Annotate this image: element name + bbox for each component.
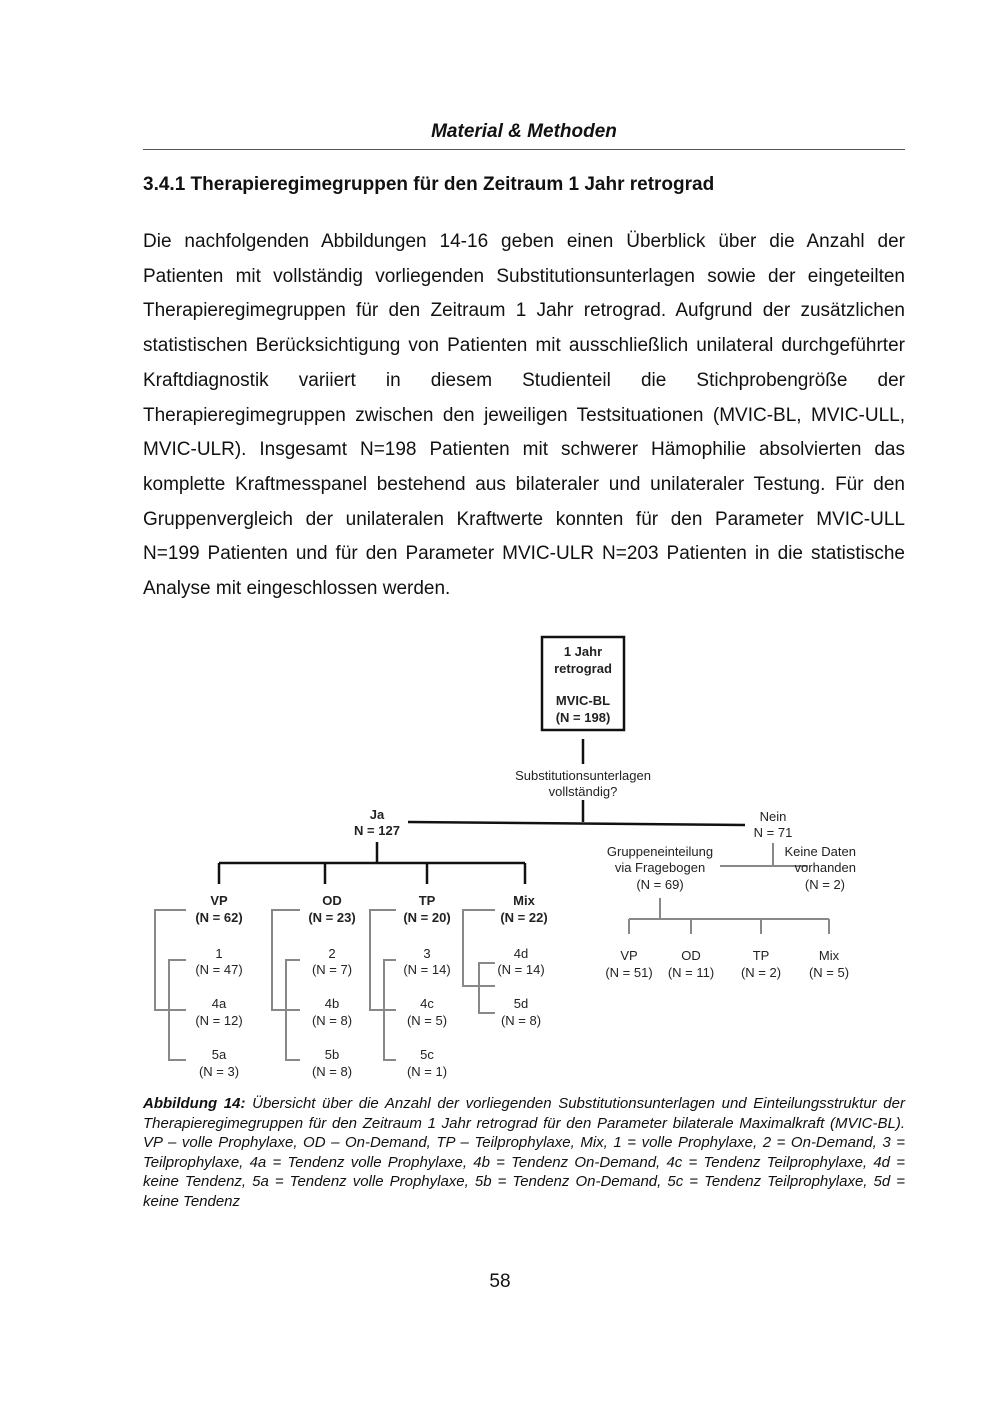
group-tp-name: TP <box>418 893 436 908</box>
sub-4b-name: 4b <box>324 996 340 1011</box>
sub-5c-count: (N = 1) <box>406 1064 448 1079</box>
sub-4b-count: (N = 8) <box>311 1013 353 1028</box>
grouping-line3: (N = 69) <box>636 877 684 892</box>
running-header-title: Material & Methoden <box>431 121 617 142</box>
group-od-name: OD <box>322 893 342 908</box>
q-mix-name: Mix <box>818 948 840 963</box>
grouping-line2: via Fragebogen <box>614 860 706 875</box>
nein-label: Nein <box>759 809 787 824</box>
q-tp-name: TP <box>752 948 770 963</box>
running-header <box>143 119 905 150</box>
sub-5b-name: 5b <box>324 1047 340 1062</box>
sub-5c-name: 5c <box>420 1047 434 1062</box>
section-title: 3.4.1 Therapieregimegruppen für den Zeitraum 1 Jahr retrograd <box>143 174 715 195</box>
sub-5a-name: 5a <box>211 1047 227 1062</box>
sub-3-count: (N = 14) <box>403 962 451 977</box>
sub-4c-count: (N = 5) <box>406 1013 448 1028</box>
sub-5d-count: (N = 8) <box>500 1013 542 1028</box>
figure-caption <box>143 1094 905 1211</box>
no-data-line3: (N = 2) <box>804 877 845 892</box>
root-line1: 1 Jahr <box>563 644 603 659</box>
no-data-line1: Keine Daten <box>784 844 856 859</box>
root-line4: (N = 198) <box>555 710 611 725</box>
sub-1-name: 1 <box>215 946 223 961</box>
question-line1: Substitutionsunterlagen <box>515 768 651 783</box>
group-od-count: (N = 23) <box>308 910 356 925</box>
sub-4a-count: (N = 12) <box>195 1013 243 1028</box>
sub-4c-name: 4c <box>420 996 434 1011</box>
group-vp-count: (N = 62) <box>195 910 243 925</box>
group-mix-name: Mix <box>513 893 535 908</box>
group-mix-count: (N = 22) <box>500 910 548 925</box>
question-line2: vollständig? <box>548 784 618 799</box>
sub-1-count: (N = 47) <box>195 962 243 977</box>
sub-4d-count: (N = 14) <box>497 962 545 977</box>
sub-3-name: 3 <box>423 946 431 961</box>
root-line2: retrograd <box>554 661 612 676</box>
sub-5a-count: (N = 3) <box>198 1064 240 1079</box>
sub-5d-name: 5d <box>513 996 529 1011</box>
q-vp-name: VP <box>620 948 638 963</box>
q-tp-count: (N = 2) <box>740 965 782 980</box>
sub-4d-name: 4d <box>513 946 529 961</box>
bracket-mix-inner <box>479 963 495 1013</box>
q-mix-count: (N = 5) <box>808 965 850 980</box>
body-paragraph: Die nachfolgenden Abbildungen 14-16 geben einen Überblick über die Anzahl der Patienten mit vollständig vorliegenden Substitutionsunterlagen sowie der eingeteilten Therapieregimegruppen für den Zeitraum 1 Jahr retrograd. Aufgrund der zusätzlichen statistischen Berücksichtigung von Patienten mit ausschließlich unilateral durchgeführter Kraftdiagnostik variiert in diesem Studienteil die Stichprobengröße der Therapieregimegruppen zwischen den jeweiligen Testsituationen (MVIC-BL, MVIC-ULL, MVIC-ULR). Insgesamt N=198 Patienten mit schwerer Hämophilie absolvierten das komplette Kraftmesspanel bestehend aus bilateraler und unilateraler Testung. Für den Gruppenvergleich der unilateralen Kraftwerte konnten für den Parameter MVIC-ULL N=199 Patienten und für den Parameter MVIC-ULR N=203 Patienten in die statistische Analyse mit eingeschlossen werden. <box>143 231 905 600</box>
grouping-line1: Gruppeneinteilung <box>606 844 714 859</box>
page-number: 58 <box>489 1271 511 1292</box>
yes-no-connector <box>408 822 745 825</box>
q-od-count: (N = 11) <box>667 965 715 980</box>
q-vp-count: (N = 51) <box>605 965 653 980</box>
ja-label: Ja <box>369 807 385 822</box>
therapy-regime-flowchart <box>140 628 860 1088</box>
q-od-name: OD <box>681 948 701 963</box>
sub-2-name: 2 <box>328 946 336 961</box>
ja-count: N = 127 <box>354 823 400 838</box>
group-vp-name: VP <box>210 893 228 908</box>
caption-label: Abbildung 14: <box>143 1095 246 1112</box>
sub-4a-name: 4a <box>211 996 227 1011</box>
no-data-line2: vorhanden <box>794 860 856 875</box>
nein-count: N = 71 <box>753 825 793 840</box>
sub-5b-count: (N = 8) <box>311 1064 353 1079</box>
root-line3: MVIC-BL <box>555 693 611 708</box>
sub-2-count: (N = 7) <box>311 962 353 977</box>
group-tp-count: (N = 20) <box>403 910 451 925</box>
caption-text: Übersicht über die Anzahl der vorliegenden Substitutionsunterlagen und Einteilungsstruktur der Therapieregimegruppen für den Zeitraum 1 Jahr retrograd für den Parameter bilaterale Maximalkraft (MVIC-BL). VP – volle Prophylaxe, OD – On-Demand, TP – Teilprophylaxe, Mix, 1 = volle Prophylaxe, 2 = On-Demand, 3 = Teilprophylaxe, 4a = Tendenz volle Prophylaxe, 4b = Tendenz On-Demand, 4c = Tendenz Teilprophylaxe, 4d = keine Tendenz, 5a = Tendenz volle Prophylaxe, 5b = Tendenz On-Demand, 5c = Tendenz Teilprophylaxe, 5d = keine Tendenz <box>143 1095 905 1210</box>
